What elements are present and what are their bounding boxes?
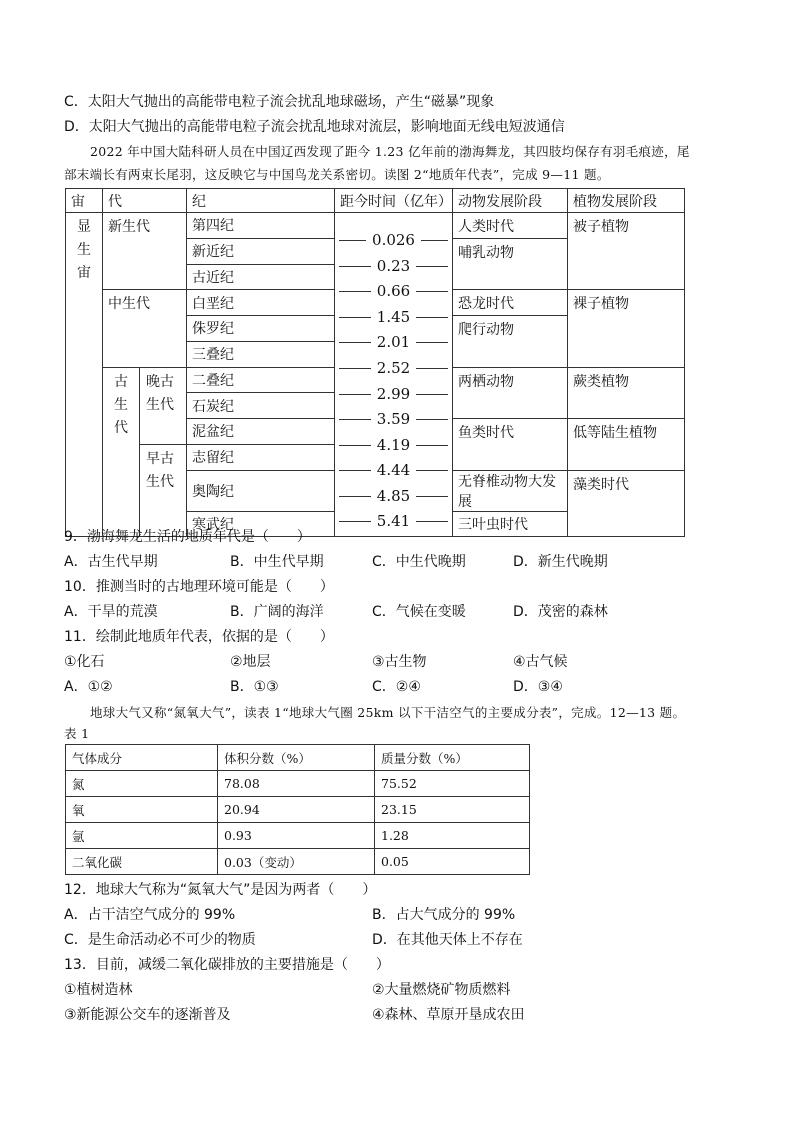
option-c-line: C．太阳大气抛出的高能带电粒子流会扰乱地球磁场，产生“磁暴”现象	[64, 94, 495, 110]
eon-label: 显生宙	[77, 219, 91, 281]
time-mark: 2.99	[335, 383, 452, 405]
time-mark: 4.85	[335, 485, 452, 507]
q13-item-2: ②大量燃烧矿物质燃料	[372, 982, 511, 998]
plant-algae: 藻类时代	[568, 470, 685, 537]
period-devonian: 泥盆纪	[187, 419, 335, 445]
air-cell: 0.03（变动）	[218, 849, 375, 875]
time-mark: 4.19	[335, 434, 452, 456]
air-cell: 75.52	[375, 771, 530, 797]
animal-human: 人类时代	[453, 213, 568, 239]
air-cell: 20.94	[218, 797, 375, 823]
q11-option-a[interactable]: A．①②	[64, 679, 113, 695]
table-row	[66, 823, 530, 849]
table-1-label: 表 1	[64, 726, 90, 741]
q13-item-1: ①植树造林	[64, 982, 133, 998]
geologic-time-table	[65, 188, 685, 537]
era-cenozoic: 新生代	[103, 213, 187, 290]
question-11-stem: 11．绘制此地质年代表，依据的是（ ）	[64, 629, 334, 645]
air-header-volume: 体积分数（%）	[218, 745, 375, 771]
animal-fish: 鱼类时代	[453, 419, 568, 471]
q12-option-d[interactable]: D．在其他天体上不存在	[372, 932, 523, 948]
question-12-stem: 12．地球大气称为“氮氧大气”是因为两者（ ）	[64, 882, 377, 898]
header-eon: 宙	[66, 189, 103, 213]
animal-reptile: 爬行动物	[453, 316, 568, 368]
q10-option-d[interactable]: D．茂密的森林	[513, 604, 608, 620]
q11-option-c[interactable]: C．②④	[372, 679, 421, 695]
q13-item-3: ③新能源公交车的逐渐普及	[64, 1007, 231, 1023]
period-cambrian: 寒武纪	[187, 511, 335, 537]
q10-option-c[interactable]: C．气候在变暖	[372, 604, 466, 620]
time-mark: 2.52	[335, 357, 452, 379]
era-paleozoic	[103, 367, 140, 537]
animal-trilobite: 三叶虫时代	[453, 511, 568, 537]
air-cell: 0.93	[218, 823, 375, 849]
q11-option-b[interactable]: B．①③	[230, 679, 279, 695]
animal-dinosaur: 恐龙时代	[453, 290, 568, 316]
time-mark: 0.026	[335, 229, 452, 251]
period-ordovician: 奥陶纪	[187, 470, 335, 511]
air-cell: 氧	[66, 797, 218, 823]
intro-paragraph-line2: 部末端长有两束长尾羽，这反映它与中国鸟龙关系密切。读图 2“地质年代表”，完成 9—11 题。	[64, 167, 610, 182]
question-9-stem: 9．渤海舞龙生活的地质年代是（ ）	[64, 529, 311, 545]
q10-option-b[interactable]: B．广阔的海洋	[230, 604, 324, 620]
header-plant: 植物发展阶段	[568, 189, 685, 213]
q11-option-d[interactable]: D．③④	[513, 679, 563, 695]
animal-invertebrate: 无脊椎动物大发展	[453, 470, 568, 511]
q12-option-a[interactable]: A．占干洁空气成分的 99%	[64, 907, 236, 923]
time-mark: 0.23	[335, 255, 452, 277]
time-mark: 2.01	[335, 331, 452, 353]
option-d-line: D．太阳大气抛出的高能带电粒子流会扰乱地球对流层，影响地面无线电短波通信	[64, 119, 565, 135]
q12-option-c[interactable]: C．是生命活动必不可少的物质	[64, 932, 256, 948]
era-early-paleozoic: 早古生代	[140, 444, 187, 537]
q11-item-4: ④古气候	[513, 654, 568, 670]
time-mark: 5.41	[335, 510, 452, 532]
time-mark: 1.45	[335, 306, 452, 328]
question-10-stem: 10．推测当时的古地理环境可能是（ ）	[64, 579, 334, 595]
table-row	[66, 849, 530, 875]
table-row	[66, 771, 530, 797]
period-silurian: 志留纪	[187, 444, 335, 470]
air-cell: 氩	[66, 823, 218, 849]
air-cell: 0.05	[375, 849, 530, 875]
period-permian: 二叠纪	[187, 367, 335, 393]
period-cretaceous: 白垩纪	[187, 290, 335, 316]
intro-paragraph-line1: 2022 年中国大陆科研人员在中国辽西发现了距今 1.23 亿年前的渤海舞龙，其四肢均保存有羽毛痕迹，尾	[90, 144, 690, 159]
air-composition-table	[65, 744, 530, 875]
air-header-mass: 质量分数（%）	[375, 745, 530, 771]
intro-paragraph-2: 地球大气又称“氮氧大气”，读表 1“地球大气圈 25km 以下干洁空气的主要成分表”，完成。12—13 题。	[90, 705, 686, 720]
header-era: 代	[103, 189, 187, 213]
plant-fern: 蕨类植物	[568, 367, 685, 419]
time-ruler	[335, 213, 453, 537]
plant-angiosperm: 被子植物	[568, 213, 685, 290]
question-13-stem: 13．目前，减缓二氧化碳排放的主要措施是（ ）	[64, 957, 390, 973]
period-quaternary: 第四纪	[187, 213, 335, 239]
q11-item-2: ②地层	[230, 654, 271, 670]
q9-option-d[interactable]: D．新生代晚期	[513, 554, 608, 570]
era-mesozoic: 中生代	[103, 290, 187, 367]
air-cell: 78.08	[218, 771, 375, 797]
table-row	[66, 797, 530, 823]
air-cell: 氮	[66, 771, 218, 797]
time-mark: 3.59	[335, 408, 452, 430]
era-late-paleozoic: 晚古生代	[140, 367, 187, 444]
time-mark: 4.44	[335, 459, 452, 481]
animal-amphibian: 两栖动物	[453, 367, 568, 419]
period-neogene: 新近纪	[187, 238, 335, 264]
header-period: 纪	[187, 189, 335, 213]
q11-item-3: ③古生物	[372, 654, 427, 670]
q10-option-a[interactable]: A．干旱的荒漠	[64, 604, 158, 620]
animal-mammal: 哺乳动物	[453, 238, 568, 290]
era-paleozoic-label: 古生代	[114, 373, 128, 436]
q9-option-a[interactable]: A．古生代早期	[64, 554, 158, 570]
q13-item-4: ④森林、草原开垦成农田	[372, 1007, 525, 1023]
air-cell: 23.15	[375, 797, 530, 823]
air-cell: 二氧化碳	[66, 849, 218, 875]
time-mark: 0.66	[335, 280, 452, 302]
period-paleogene: 古近纪	[187, 264, 335, 290]
plant-gymnosperm: 裸子植物	[568, 290, 685, 367]
period-triassic: 三叠纪	[187, 341, 335, 367]
period-jurassic: 侏罗纪	[187, 316, 335, 342]
q11-item-1: ①化石	[64, 654, 105, 670]
q9-option-c[interactable]: C．中生代晚期	[372, 554, 466, 570]
air-cell: 1.28	[375, 823, 530, 849]
header-time: 距今时间（亿年）	[335, 189, 453, 213]
eon-cell	[66, 213, 103, 537]
q12-option-b[interactable]: B．占大气成分的 99%	[372, 907, 516, 923]
plant-lower-land: 低等陆生植物	[568, 419, 685, 471]
period-carboniferous: 石炭纪	[187, 393, 335, 419]
q9-option-b[interactable]: B．中生代早期	[230, 554, 324, 570]
header-animal: 动物发展阶段	[453, 189, 568, 213]
air-header-gas: 气体成分	[66, 745, 218, 771]
